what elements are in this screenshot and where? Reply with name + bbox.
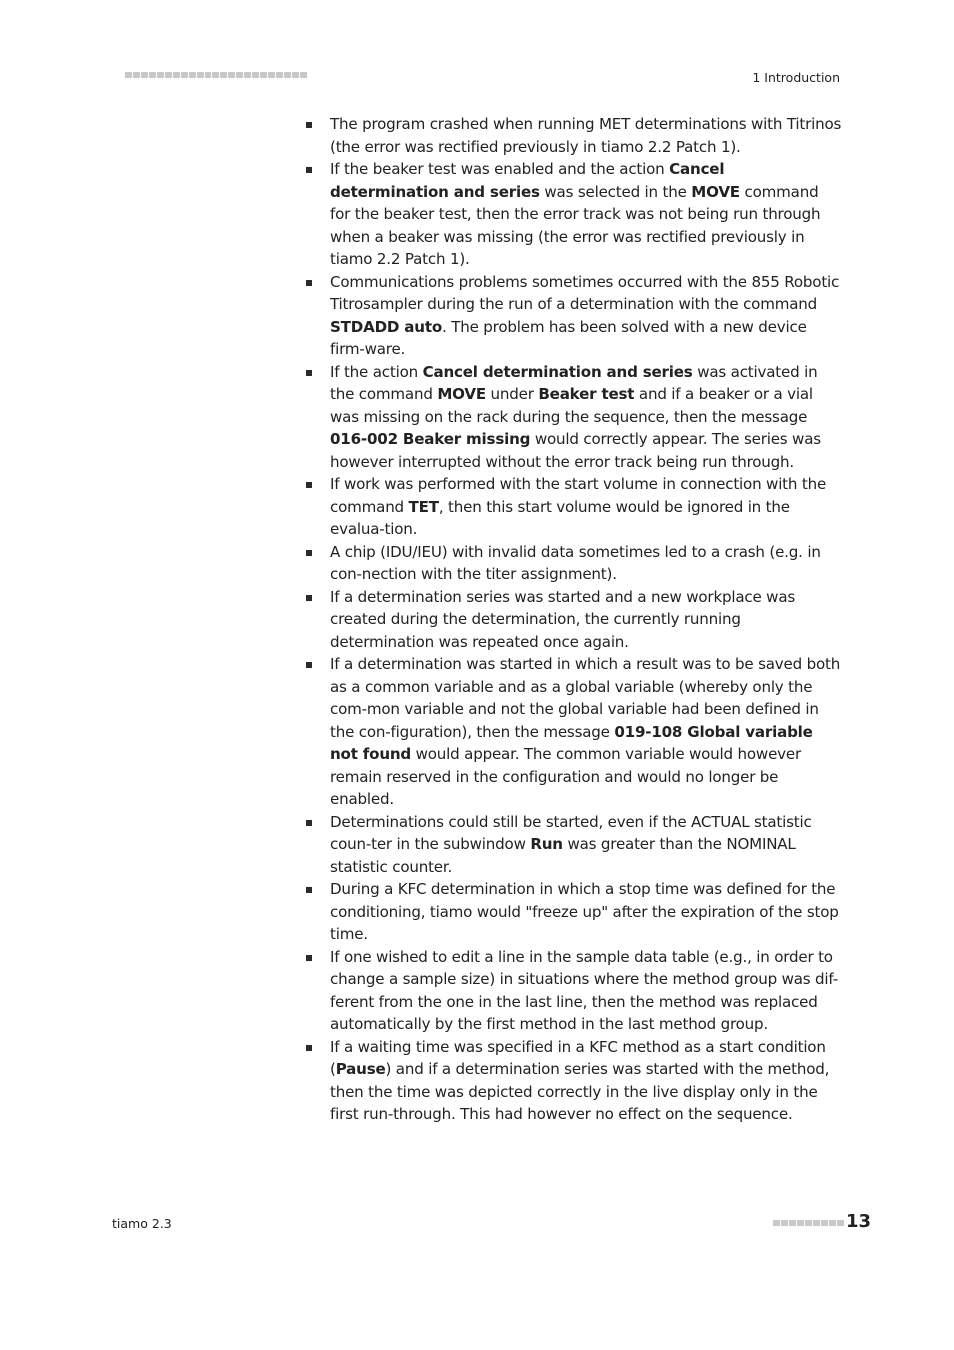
bullet-icon [306,1045,312,1051]
item-text: If work was performed with the start volume in connection with the command [330,475,827,516]
bullet-icon [306,550,312,556]
bullet-icon [306,167,312,173]
bullet-icon [306,482,312,488]
running-header-section: 1 Introduction [752,70,840,85]
bold-term: Cancel determination and series [330,160,725,201]
item-text: The program crashed when running MET determinations with Titrinos (the error was rectified previously in tiamo 2.2 Patch 1). [330,115,842,156]
item-text: If the action [330,362,423,381]
item-text: . The problem has been solved with a new device firm-ware. [330,317,807,358]
item-text: During a KFC determination in which a stop time was defined for the conditioning, tiamo would "freeze up" after the expiration of the stop time. [330,880,839,943]
bold-term: Run [530,835,563,853]
list-item [306,541,842,586]
item-text: command for the beaker test, then the error track was not being run through when a beaker was missing (the error was rectified previously in tiamo 2.2 Patch 1). [330,182,821,268]
item-text: If a determination series was started and a new workplace was created during the determination, the currently running determination was repeated once again. [330,587,796,651]
item-text: ) and if a determination series was started with the method, then the time was depicted correctly in the live display only in the first run-through. This had however no effect on the sequence. [330,1060,830,1123]
bold-term: 019-108 Global variable not found [330,722,813,763]
bullet-icon [306,955,312,961]
item-text: was selected in the [539,182,692,201]
list-item [306,811,842,879]
bullet-icon [306,595,312,601]
list-item [306,113,842,158]
bullet-icon [306,820,312,826]
item-text: was activated in the command [330,362,818,403]
bug-fix-list [306,113,842,1126]
bold-term: MOVE [691,182,740,201]
list-item [306,946,842,1036]
footer-decoration [773,1220,844,1226]
bold-term: Beaker test [538,385,635,403]
header-decoration [125,72,307,81]
bold-term: 016-002 Beaker missing [330,430,531,448]
item-text: If a determination was started in which a result was to be saved both as a common variable and as a global variable (whereby only the com-mon variable and not the global variable had been defined in the con-figuration), then the message [330,655,841,741]
bullet-icon [306,280,312,286]
main-content [306,113,842,1126]
bold-term: STDADD auto [330,317,443,336]
item-text: was greater than the NOMINAL statistic counter. [330,835,796,876]
item-text: would correctly appear. The series was however interrupted without the error track being run through. [330,430,821,471]
item-text: A chip (IDU/IEU) with invalid data sometimes led to a crash (e.g. in con-nection with the titer assignment). [330,542,821,583]
list-item [306,158,842,271]
item-text: If a waiting time was specified in a KFC method as a start condition ( [330,1037,826,1078]
list-item [306,271,842,361]
item-text: would appear. The common variable would however remain reserved in the configuration and would no longer be enabled. [330,745,801,808]
item-text: , then this start volume would be ignored in the evalua-tion. [330,497,790,538]
bullet-icon [306,887,312,893]
item-text: If the beaker test was enabled and the action [330,160,670,178]
footer-product: tiamo 2.3 [112,1216,172,1231]
item-text: under [485,385,539,403]
bullet-icon [306,370,312,376]
list-item [306,361,842,474]
list-item [306,878,842,946]
bold-term: MOVE [437,385,486,403]
page-number: 13 [846,1211,872,1232]
bold-term: TET [408,497,439,516]
item-text: Communications problems sometimes occurred with the 855 Robotic Titrosampler during the run of a determination with the command [330,272,840,313]
item-text: Determinations could still be started, even if the ACTUAL statistic coun-ter in the subwindow [330,812,812,853]
list-item [306,1036,842,1126]
bullet-icon [306,122,312,128]
item-text: If one wished to edit a line in the sample data table (e.g., in order to change a sample size) in situations where the method group was dif-ferent from the one in the last line, then the method was replaced automatically by the first method in the last method group. [330,947,838,1033]
list-item [306,586,842,654]
bold-term: Cancel determination and series [422,362,693,381]
list-item [306,653,842,811]
bullet-icon [306,662,312,668]
item-text: and if a beaker or a vial was missing on the rack during the sequence, then the message [330,385,813,426]
list-item [306,473,842,541]
bold-term: Pause [335,1060,386,1078]
